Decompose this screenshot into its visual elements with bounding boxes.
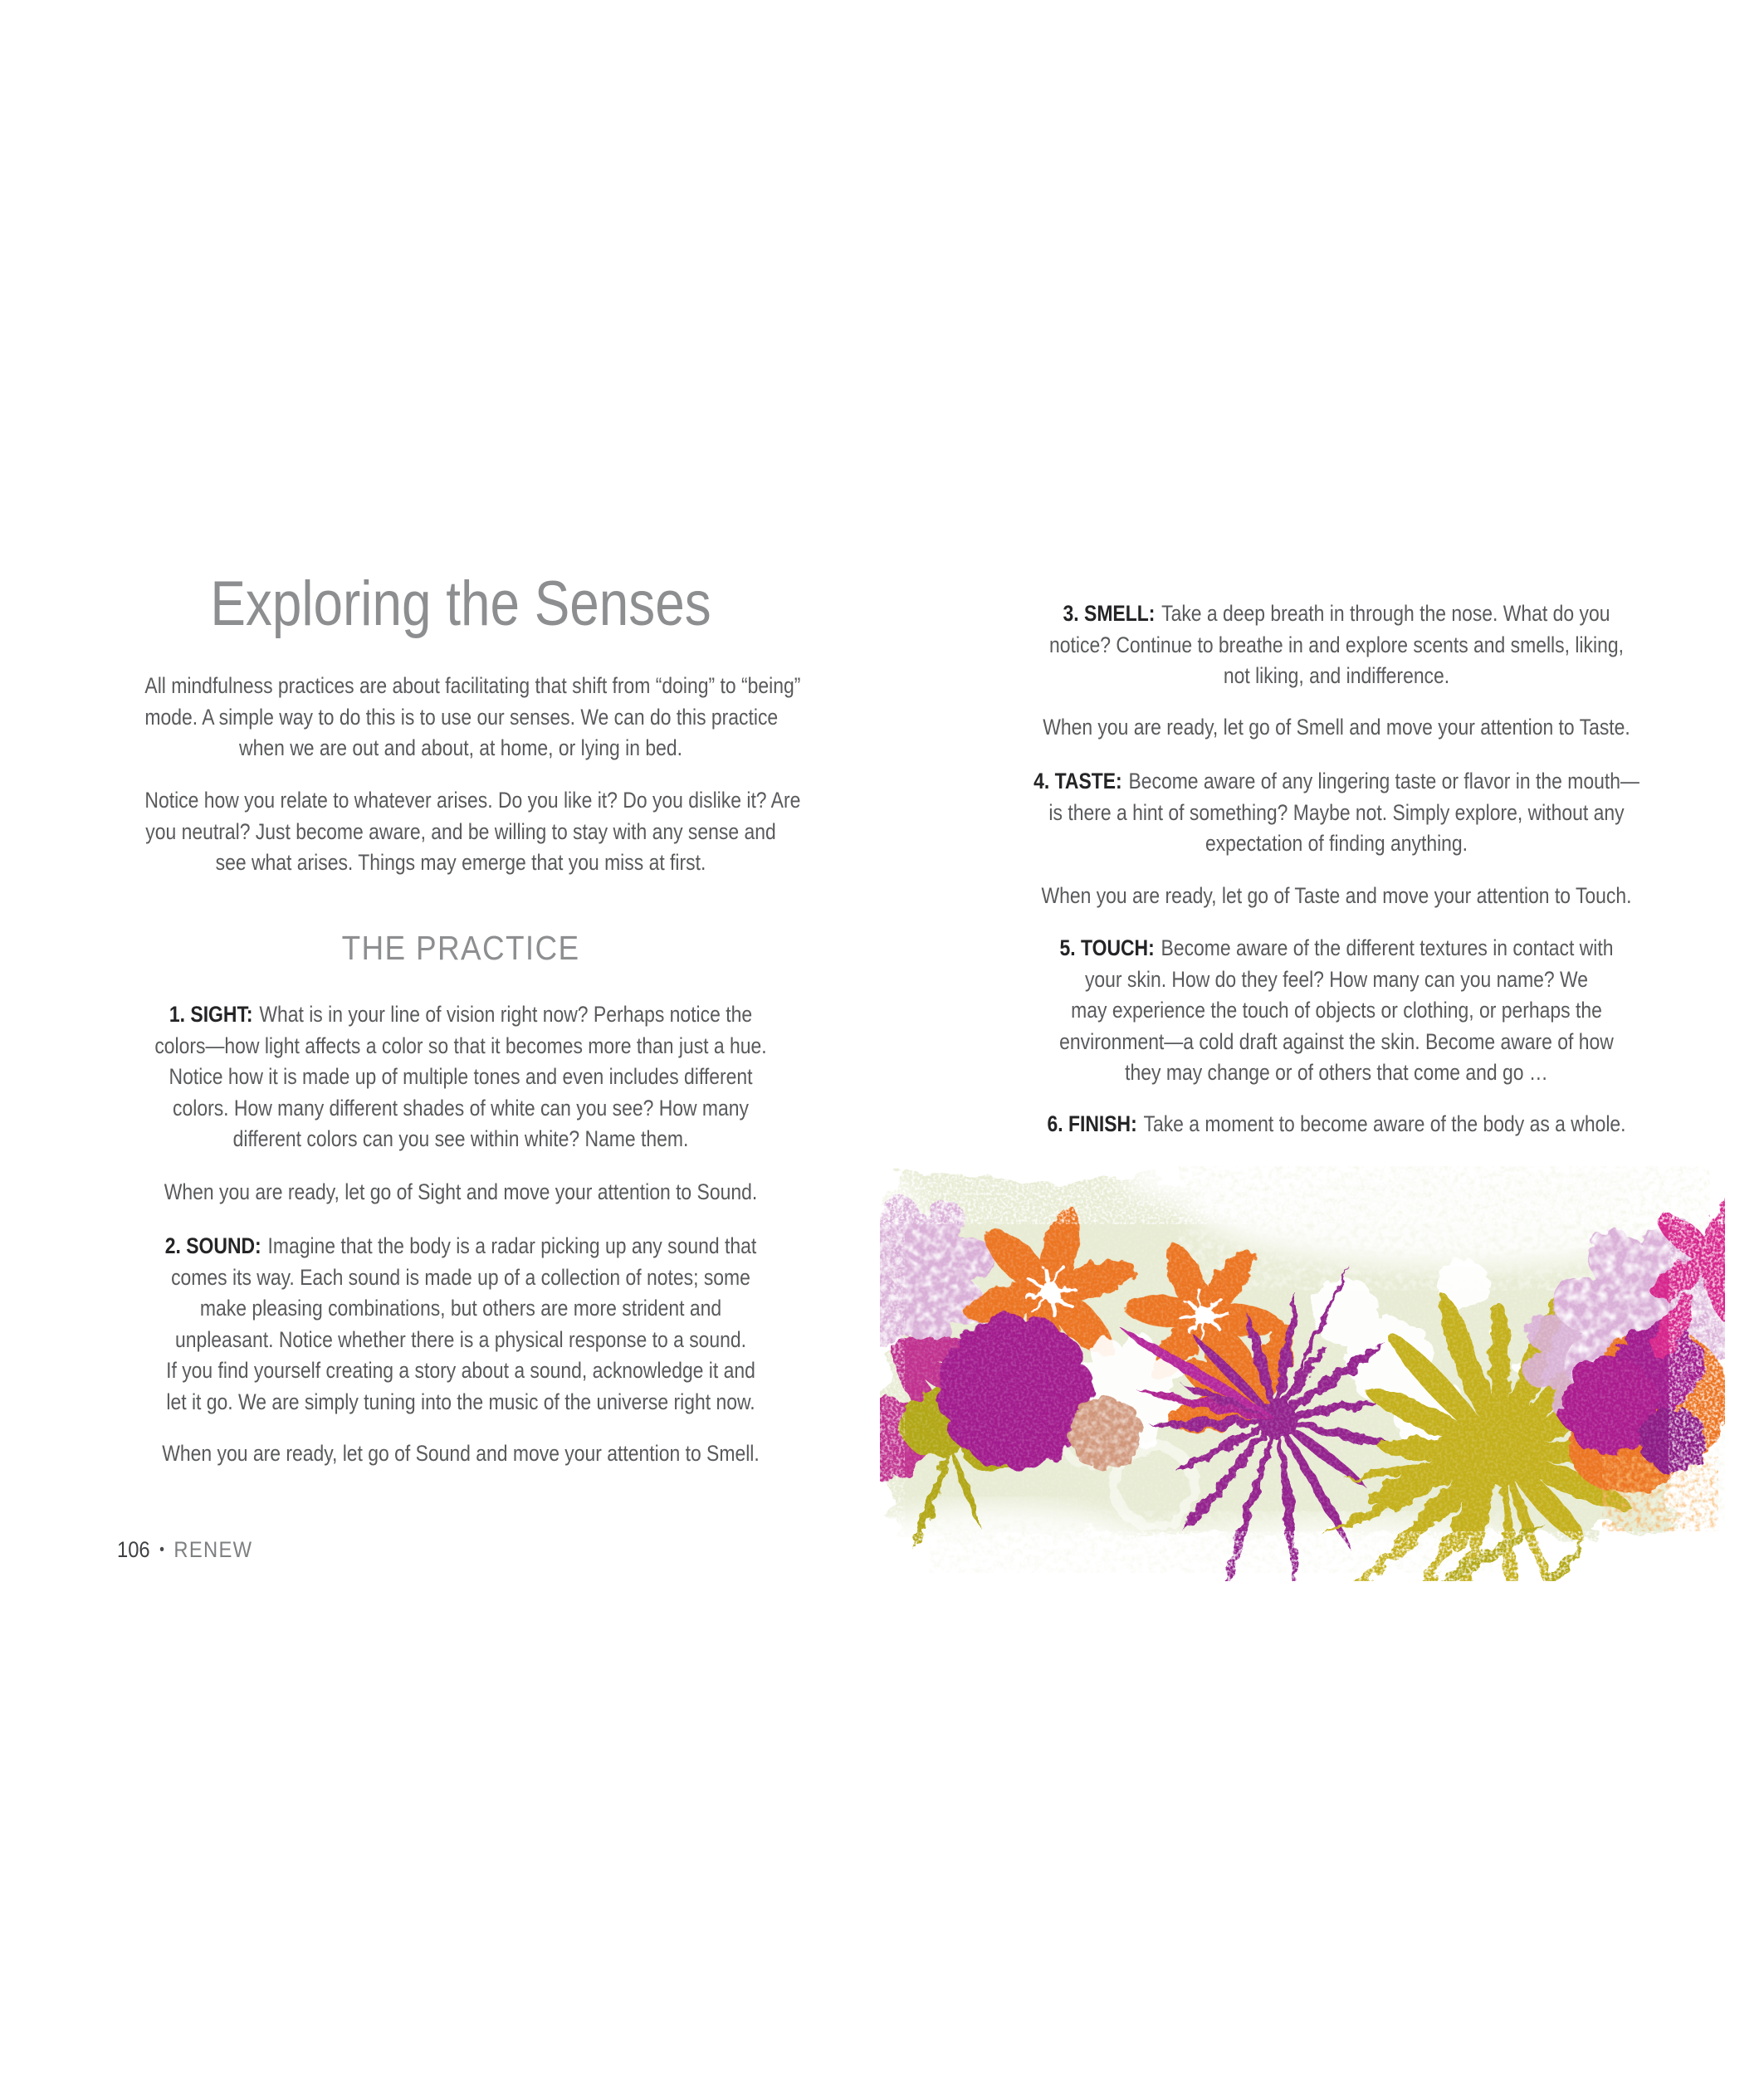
text-line — [1020, 933, 1652, 964]
step-text: Become aware of any lingering taste or flavor in the mouth— — [1128, 769, 1639, 793]
text-line: comes its way. Each sound is made up of a collection of notes; some — [171, 1264, 750, 1290]
text-line: you neutral? Just become aware, and be willing to stay with any sense and — [145, 818, 776, 844]
practice-heading-text: THE PRACTICE — [341, 929, 580, 967]
step-sight — [95, 999, 826, 1155]
text-line: colors—how light affects a color so that it becomes more than just a hue. — [154, 1033, 767, 1058]
text-line: If you find yourself creating a story about a sound, acknowledge it and — [166, 1358, 755, 1383]
text-line: When you are ready, let go of Sound and move your attention to Smell. — [162, 1441, 760, 1466]
step-label: 4. TASTE: — [1033, 769, 1122, 793]
text-line: unpleasant. Notice whether there is a physical response to a sound. — [174, 1326, 747, 1352]
transition-taste-touch — [971, 881, 1702, 912]
text-line: All mindfulness practices are about facilitating that shift from “doing” to “being” — [144, 673, 801, 698]
step-label: 5. TOUCH: — [1059, 935, 1155, 960]
text-line — [144, 1231, 776, 1262]
page-title-text: Exploring the Senses — [210, 569, 711, 639]
text-line — [144, 999, 776, 1031]
text-line: notice? Continue to breathe in and explore scents and smells, liking, — [1049, 632, 1624, 657]
text-line: environment—a cold draft against the skin. Become aware of how — [1059, 1028, 1614, 1054]
text-line: not liking, and indifference. — [1223, 663, 1450, 688]
step-text: Take a moment to become aware of the body as a whole. — [1143, 1111, 1626, 1136]
text-line: When you are ready, let go of Smell and move your attention to Taste. — [1043, 715, 1630, 740]
transition-smell-taste — [971, 712, 1702, 744]
step-label: 3. SMELL: — [1063, 601, 1156, 626]
text-line: they may change or of others that come and go … — [1125, 1060, 1548, 1085]
running-title: RENEW — [173, 1537, 253, 1562]
text-line — [1020, 598, 1652, 630]
floral-illustration — [880, 1166, 1725, 1581]
footer-bullet: • — [159, 1541, 164, 1559]
text-line — [1020, 766, 1652, 798]
step-text: Imagine that the body is a radar picking up any sound that — [267, 1233, 757, 1258]
step-label: 2. SOUND: — [164, 1233, 261, 1258]
step-text: Take a deep breath in through the nose. What do you — [1161, 601, 1610, 626]
step-smell — [971, 598, 1702, 692]
page-title — [95, 570, 826, 638]
text-line: colors. How many different shades of white can you see? How many — [173, 1095, 749, 1120]
step-label: 1. SIGHT: — [169, 1002, 253, 1027]
transition-sound-smell — [95, 1438, 826, 1470]
text-line: mode. A simple way to do this is to use our senses. We can do this practice — [144, 704, 779, 730]
intro-paragraph-1 — [95, 671, 826, 764]
step-label: 6. FINISH: — [1047, 1111, 1137, 1136]
text-line: may experience the touch of objects or clothing, or perhaps the — [1071, 998, 1602, 1023]
floral-illustration-svg — [880, 1166, 1725, 1581]
text-line: let it go. We are simply tuning into the music of the universe right now. — [166, 1389, 755, 1414]
transition-sight-sound — [95, 1177, 826, 1208]
text-line: When you are ready, let go of Sight and move your attention to Sound. — [164, 1179, 758, 1204]
text-line — [1020, 1109, 1652, 1140]
text-line: expectation of finding anything. — [1205, 831, 1468, 856]
text-line: see what arises. Things may emerge that you miss at first. — [215, 850, 706, 875]
practice-heading — [95, 929, 826, 967]
step-finish — [971, 1109, 1702, 1140]
text-line: is there a hint of something? Maybe not. Simply explore, without any — [1048, 799, 1625, 825]
step-sound — [95, 1231, 826, 1418]
page-footer — [117, 1535, 252, 1565]
step-touch — [971, 933, 1702, 1089]
text-line: Notice how you relate to whatever arises. Do you like it? Do you dislike it? Are — [144, 788, 801, 813]
step-text: What is in your line of vision right now? Perhaps notice the — [259, 1002, 753, 1027]
white-spray-texture — [880, 1166, 1725, 1581]
step-taste — [971, 766, 1702, 860]
text-line: when we are out and about, at home, or lying in bed. — [239, 735, 682, 760]
text-line: Notice how it is made up of multiple tones and even includes different — [169, 1064, 753, 1089]
page-number: 106 — [117, 1537, 150, 1562]
text-line: make pleasing combinations, but others are more strident and — [199, 1296, 722, 1321]
text-line: your skin. How do they feel? How many can you name? We — [1084, 966, 1589, 992]
intro-paragraph-2 — [95, 785, 826, 879]
text-line: When you are ready, let go of Taste and move your attention to Touch. — [1041, 883, 1632, 908]
text-line: different colors can you see within white? Name them. — [232, 1126, 689, 1151]
step-text: Become aware of the different textures in contact with — [1161, 935, 1614, 960]
